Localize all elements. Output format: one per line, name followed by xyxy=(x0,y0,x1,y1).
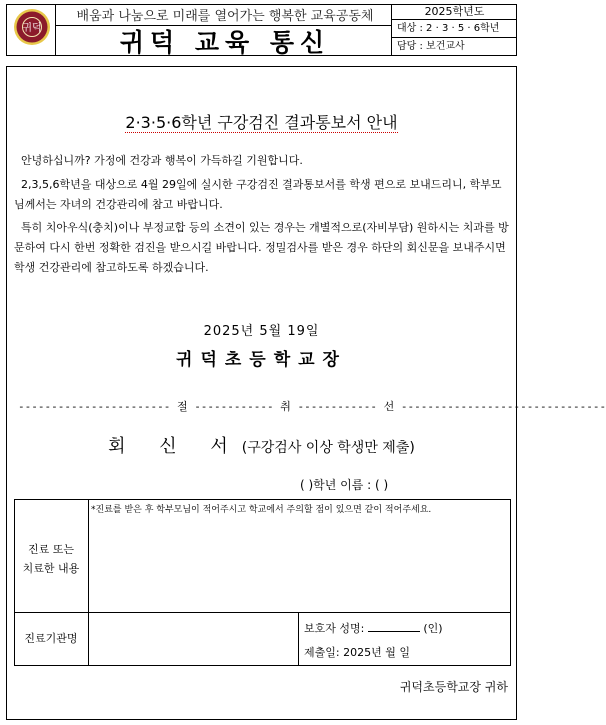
treatment-label-line1: 진료 또는 xyxy=(27,543,74,556)
treatment-label xyxy=(14,540,88,578)
target-grades: 대상 : 2 · 3 · 5 · 6학년 xyxy=(392,20,517,38)
advice-paragraph xyxy=(14,218,510,278)
school-logo xyxy=(13,8,51,46)
treatment-input-hint[interactable]: *진료를 받은 후 학부모님이 적어주시고 학교에서 주의할 점이 있으면 같이 적어주세요. xyxy=(91,505,432,515)
submit-date[interactable]: 제출일: 2025년 월 일 xyxy=(304,646,410,659)
reply-title-main: 회 신 서 xyxy=(108,436,242,457)
cut-line: ----------------------- 절 ------------ 취 ------------ 선 ------------------------------- xyxy=(18,400,606,413)
info-paragraph xyxy=(14,175,510,215)
newsletter-title: 귀덕 교육 통신 xyxy=(119,28,331,57)
greeting-text: 안녕하십니까? 가정에 건강과 행복이 가득하길 기원합니다. xyxy=(21,154,303,167)
notice-title-text: 2·3·5·6학년 구강검진 결과통보서 안내 xyxy=(125,113,398,132)
school-principal: 귀덕초등학교장 xyxy=(176,350,347,370)
guardian-seal: (인) xyxy=(423,622,443,635)
reply-title-sub: (구강검사 이상 학생만 제출) xyxy=(241,440,415,456)
author: 담당 : 보건교사 xyxy=(397,41,465,52)
clinic-name-label: 진료기관명 xyxy=(24,632,78,645)
table-column-divider xyxy=(88,499,89,666)
issue-date: 2025년 5월 19일 xyxy=(203,324,320,339)
closing-recipient: 귀덕초등학교장 귀하 xyxy=(399,680,508,694)
guardian-signature[interactable] xyxy=(304,620,443,636)
slogan: 배움과 나눔으로 미래를 열어가는 행복한 교육공동체 xyxy=(76,9,374,24)
guardian-name-blank[interactable] xyxy=(368,631,420,632)
notice-title xyxy=(6,110,517,133)
treatment-label-line2: 치료한 내용 xyxy=(22,562,80,575)
guardian-label: 보호자 성명: xyxy=(304,622,365,635)
advice-text: 특히 치아우식(충치)이나 부정교합 등의 소견이 있는 경우는 개별적으로(자비부담) 원하시는 치과를 방문하여 다시 한번 정확한 검진을 받으시길 바랍니다. 정밀검사를 받은 경우 하단의 회신문을 보내주시면 학생 건강관리에 참고하도록 하겠습니다. xyxy=(14,221,509,274)
greeting-paragraph xyxy=(14,151,510,171)
grade-name-line[interactable]: ( )학년 이름 : ( ) xyxy=(300,478,389,492)
table-inner-divider xyxy=(298,612,299,666)
logo-text: 귀덕 xyxy=(22,23,42,34)
school-year: 2025학년도 xyxy=(392,4,517,20)
table-row-divider xyxy=(14,612,511,613)
reply-title xyxy=(6,432,517,458)
info-text: 2,3,5,6학년을 대상으로 4월 29일에 실시한 구강검진 결과통보서를 학생 편으로 보내드리니, 학부모님께서는 자녀의 건강관리에 참고 바랍니다. xyxy=(14,178,502,211)
